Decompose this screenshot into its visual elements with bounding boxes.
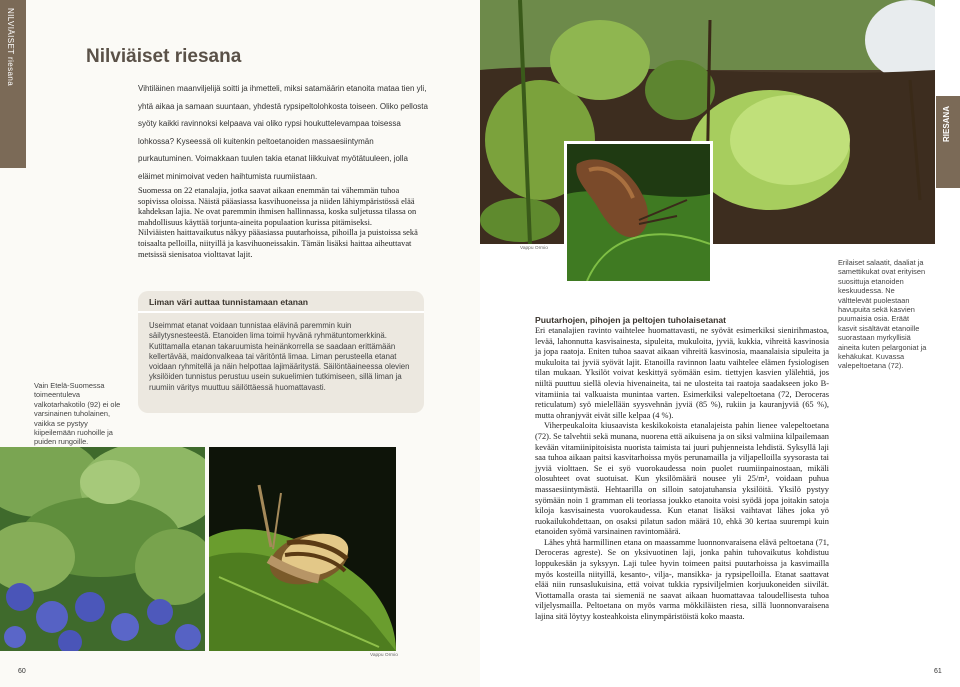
chapter-tab <box>0 0 26 168</box>
body-paragraph: Suomessa on 22 etanalajia, jotka saavat aikaan enemmän tai vähemmän tuhoa sopivissa oloissa. Näistä pääasiassa kasvihuoneissa ja niiden lähiympäristössä elää kahdeksan lajia. Ne ovat paremmin ihmisen hallinnassa, koska suljetussa tilassa on mahdollisuus käyttää torjunta-aineita populaation kurissa pitämiseksi. <box>138 186 417 227</box>
page-title: Nilviäiset riesana <box>86 46 242 67</box>
chapter-tab-label: RIESANA <box>942 106 951 143</box>
body-paragraph: Lähes yhtä harmillinen etana on maassamme luonnonvaraisena elävä peltoetana (71, Deroceras agreste). Se on yksivuotinen laji, jonka pahin tuhovaikutus kohdistuu loppukesään ja syksyyn. Laji tulee hyvin toimeen paitsi puutarhoissa ja kasvimailla myös kosteilla niityillä, kesanto-, vilja-, mansikka- ja rypsipelloilla. Etanat saattavat elää niin runsaslukuisina, että voivat tukkia rypsiviljelmien korjuukoneiden siivilät. Viottamalla orasta tai siemeniä ne saavat aikaan huomattavaa taloudellisesta tuhoa viljelysmailla. Peltoetana on myös varma mökkiläisten riesa, sillä luonnonvaraisena lajina sitä löytyy kosteahkoista elinympäristöistä koko maasta. <box>535 537 829 622</box>
photo-caption: Vain Etelä-Suomessa toimeentuleva valkotarhakotilo (92) ei ole varsinainen tuholainen, vaikka se pystyy kiipeilemään ruohoille ja puiden rungoille. <box>34 381 121 447</box>
snail-photo <box>209 447 396 651</box>
chapter-tab-label: NILVIÄISET riesana <box>6 8 15 87</box>
page-number: 60 <box>18 668 26 675</box>
cornflower-photo <box>0 447 205 651</box>
snail-image <box>209 447 396 651</box>
body-paragraph: Viherpeukaloita kiusaavista keskikokoista etanalajeista pahin lienee valepeltoetana (72). Se talvehtii sekä munana, nuorena että aikuisena ja on siksi valmiina kilpailemaan kevään vitamiinipitoisista nuorista taimista tai juuri puhjenneista lehdistä. Syksyllä laji saa tuhoa aikaan paitsi kasvitarhoissa myös perunamailla ja viljapelloilla syysorasta tai jyviä violttaen. Se ei syö vuorokaudessa noin puolet ruumiinpainostaan, mikäli olosuhteet ovat suotuisat. Kun yksilömäärä nousee yli 25/m², voidaan puhua massaesiintymästä. Hehtaarilla on silloin satojatuhansia yksilöitä. Yksilö pystyy syömään noin 1 gramman eli teoriassa joukko etanoita voisi syödä jopa joitakin satoja kiloja kasvisainesta vuorokaudessa. Kun etanat lisäksi vaihtavat lähes joka yö ruokailukohdettaan, on osaksi pilatun sadon määrä 10, ehkä 30 kertaa suurempi kuin etanoiden syömä varsinainen ravintomäärä. <box>535 421 829 537</box>
right-body <box>535 326 829 623</box>
intro-paragraph: Vihtiläinen maanviljelijä soitti ja ihmetteli, miksi satamäärin etanoita mataa tien yli, yhtä aikaa ja samaan suuntaan, yhdestä rypsipeltolohkosta toiseen. Oliko pellosta syöty kaikki ravinnoksi kelpaava vai oliko rypsi houkuttelevampaa toisessa lohkossa? Kyseessä oli kuitenkin peltoetanoiden massaesiintymän purkautuminen. Voimakkaan tuulen takia etanat liikkuivat myötätuuleen, jolla eläimet minimoivat veden haihtumista ruumiistaan. <box>138 84 428 181</box>
info-box <box>138 291 424 413</box>
section-title: Puutarhojen, pihojen ja peltojen tuholaisetanat <box>535 315 726 325</box>
info-box-divider <box>138 311 424 313</box>
photo-credit: Vappu Ormio <box>520 246 548 251</box>
info-box-text: Useimmat etanat voidaan tunnistaa elävinä paremmin kuin säilytysnesteestä. Etanoiden lima toimii hyvänä ryhmätuntomerkkinä. Kutittamalla etanan takaruumista heinänkorrella se saadaan erittämään kellertävää, maidonvalkeaa tai väritöntä limaa. Liman perusteella etanat voidaan ryhmitellä ja näin helpottaa lajimääritystä. Säilöntäaineessa olevien yksilöiden tunnistus perustuu usein sukuelimien tutkimiseen, sillä liman ja ruumiin väritys muuttuu säilöttäessä huomattavasti. <box>149 321 410 392</box>
chapter-tab <box>936 96 960 188</box>
body-paragraph: Eri etanalajien ravinto vaihtelee huomattavasti, ne syövät esimerkiksi sienirihmastoa, levää, lahonnutta kasvisainesta, sipuleita, mukuloita, jyviä, kukkia, vihreitä kasvinosia ja jopa raatoja. Eniten tuhoa saavat aikaan vihreitä kasvinosia, maanalaisia sipuleita ja mukuloita tai jyviä syövät lajit. Etanoilla ravinnon laatu vaihtelee elämen fysiologisen tilan mukaan. Yksilöt voivat keskittyä syömään esim. tiettyjen kasvien ylälehtiä, jos niiltä puuttuu siellä olevia hivenaineita, tai ne ulosteita tai raatoja saadakseen joko B-vitamiinia tai valkuaista munintaa varten. Esimerkiksi valepeltoetana (72, Deroceras reticulatum) syö mielellään syysvehnän jyviä (85 %), rukiin ja kauranjyviä (65 %), mutta ohranjyvät eivät sille kelpaa (4 %). <box>535 326 829 420</box>
photo-caption: Erilaiset salaatit, daaliat ja samettikukat ovat erityisen suosittuja etanoiden keskuudessa. Ne välttelevät puolestaan havupuita sekä kasvien puumaisia osia. Eräät kasvit sisältävät etanoille suorastaan myrkyllisiä aineita kuten pelargoniat ja kehäkukat. Kuvassa valepeltoetana (72). <box>838 258 927 371</box>
slug-inset-photo <box>564 141 713 284</box>
info-box-title: Liman väri auttaa tunnistamaan etanan <box>149 297 309 307</box>
left-body <box>138 186 430 260</box>
photo-credit: Vappu Ormio <box>370 653 398 658</box>
page-number: 61 <box>934 668 942 675</box>
body-paragraph: Nilviäisten haittavaikutus näkyy pääasiassa puutarhoissa, pihoilla ja puistoissa sekä toisaalta pelloilla, niityillä ja kasvihuoneissakin. Tämän lisäksi haittaa aiheuttavat metsissä sienisatoa violttavat lajit. <box>138 228 418 259</box>
slug-image <box>567 144 710 281</box>
cornflower-image <box>0 447 205 651</box>
